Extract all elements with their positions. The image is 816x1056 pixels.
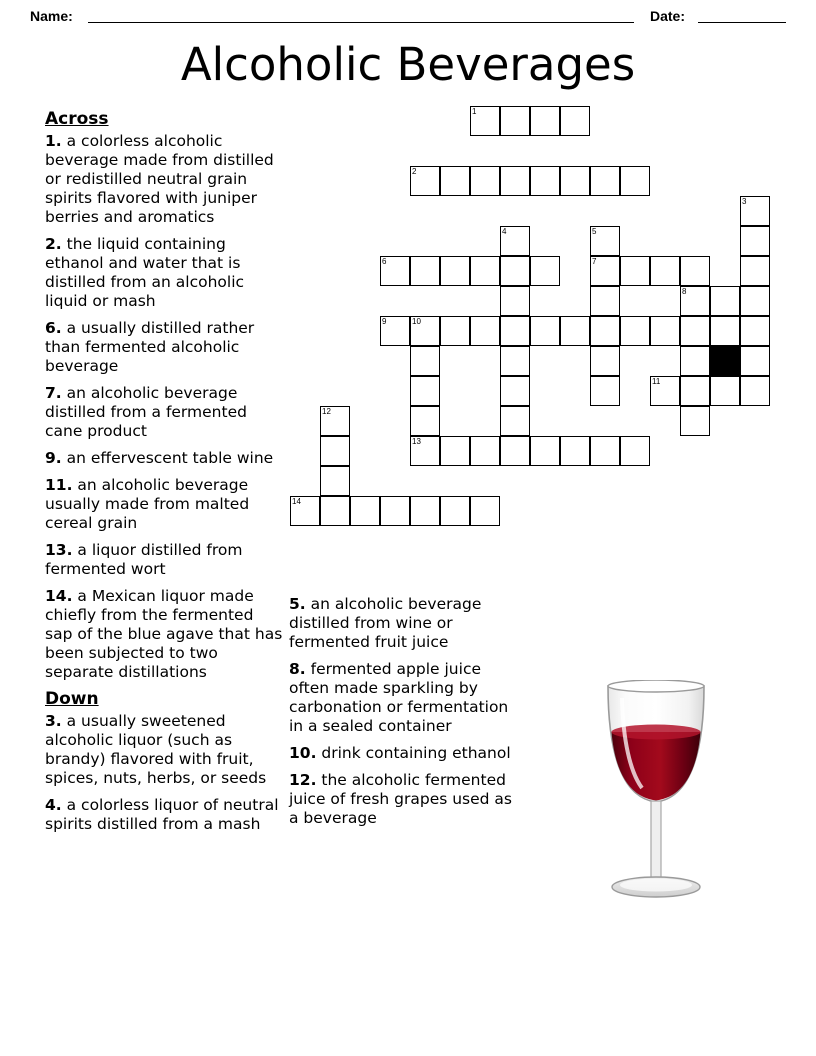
clue-number: 12. [289, 771, 317, 789]
grid-cell[interactable] [590, 316, 620, 346]
grid-cell-number: 14 [292, 497, 301, 506]
clue-number: 5. [289, 595, 306, 613]
grid-cell[interactable] [440, 256, 470, 286]
header-row [30, 6, 786, 28]
grid-cell[interactable] [320, 466, 350, 496]
grid-cell[interactable] [530, 316, 560, 346]
clue-text: fermented apple juice often made sparkling by carbonation or fermentation in a sealed container [289, 660, 509, 735]
clue-text: a colorless liquor of neutral spirits distilled from a mash [45, 796, 279, 833]
grid-cell[interactable] [470, 166, 500, 196]
grid-cell[interactable] [500, 106, 530, 136]
clue-text: a usually distilled rather than fermented alcoholic beverage [45, 319, 255, 375]
clue-number: 9. [45, 449, 62, 467]
clue-text: an alcoholic beverage distilled from wine or fermented fruit juice [289, 595, 482, 651]
clue-text: the alcoholic fermented juice of fresh grapes used as a beverage [289, 771, 513, 827]
grid-cell[interactable] [740, 346, 770, 376]
grid-cell[interactable] [470, 316, 500, 346]
clue-across-13 [45, 541, 285, 579]
clue-text: a liquor distilled from fermented wort [45, 541, 243, 578]
clue-text: a colorless alcoholic beverage made from distilled or redistilled neutral grain spirits flavored with juniper berries and aromatics [45, 132, 274, 226]
clue-down-5 [289, 595, 521, 652]
clue-down-4 [45, 796, 285, 834]
clue-number: 1. [45, 132, 62, 150]
grid-cell[interactable] [620, 166, 650, 196]
wine-glass-image [596, 680, 716, 920]
across-heading: Across [45, 109, 109, 129]
grid-cell[interactable] [500, 286, 530, 316]
clue-text: drink containing ethanol [321, 744, 511, 762]
grid-cell[interactable] [680, 256, 710, 286]
grid-cell[interactable] [410, 166, 440, 196]
grid-cell[interactable] [680, 286, 710, 316]
clue-across-1 [45, 132, 285, 227]
name-blank-line [88, 8, 634, 23]
grid-cell[interactable] [650, 316, 680, 346]
grid-cell[interactable] [680, 316, 710, 346]
grid-cell[interactable] [560, 166, 590, 196]
grid-cell[interactable] [350, 496, 380, 526]
clue-text: an effervescent table wine [66, 449, 274, 467]
grid-cell[interactable] [530, 256, 560, 286]
grid-cell[interactable] [530, 166, 560, 196]
grid-cell[interactable] [440, 316, 470, 346]
grid-cell[interactable] [710, 286, 740, 316]
grid-cell-number: 4 [502, 227, 507, 236]
grid-cell[interactable] [590, 166, 620, 196]
grid-cell[interactable] [410, 256, 440, 286]
page-title: Alcoholic Beverages [180, 38, 636, 91]
grid-cell[interactable] [710, 316, 740, 346]
grid-cell-number: 7 [592, 257, 597, 266]
glass-stem [651, 801, 661, 880]
grid-cell[interactable] [410, 436, 440, 466]
grid-cell-number: 13 [412, 437, 421, 446]
grid-cell[interactable] [650, 376, 680, 406]
grid-cell[interactable] [410, 406, 440, 436]
grid-cell[interactable] [320, 406, 350, 436]
crossword-grid[interactable] [290, 106, 780, 536]
grid-cell-number: 11 [652, 377, 661, 386]
grid-cell[interactable] [590, 256, 620, 286]
grid-cell[interactable] [740, 376, 770, 406]
name-label: Name: [30, 8, 73, 24]
grid-cell[interactable] [320, 436, 350, 466]
clue-across-7 [45, 384, 285, 441]
grid-cell[interactable] [500, 436, 530, 466]
grid-cell[interactable] [590, 286, 620, 316]
clue-down-10 [289, 744, 521, 763]
clue-across-6 [45, 319, 285, 376]
date-label: Date: [650, 8, 686, 24]
grid-cell[interactable] [740, 316, 770, 346]
grid-cell-number: 2 [412, 167, 417, 176]
clue-text: a usually sweetened alcoholic liquor (such as brandy) flavored with fruit, spices, nuts, herbs, or seeds [45, 712, 267, 787]
grid-cell[interactable] [680, 406, 710, 436]
clue-number: 14. [45, 587, 73, 605]
clue-down-12 [289, 771, 521, 828]
grid-cell[interactable] [620, 256, 650, 286]
clue-across-11 [45, 476, 285, 533]
grid-cell[interactable] [650, 256, 680, 286]
grid-cell[interactable] [590, 376, 620, 406]
grid-cell[interactable] [560, 106, 590, 136]
grid-cell[interactable] [740, 196, 770, 226]
clue-number: 4. [45, 796, 62, 814]
clue-number: 2. [45, 235, 62, 253]
grid-cell-number: 1 [472, 107, 477, 116]
grid-cell[interactable] [500, 166, 530, 196]
glass-rim [608, 680, 704, 692]
grid-cell[interactable] [410, 316, 440, 346]
clue-number: 10. [289, 744, 317, 762]
grid-cell[interactable] [560, 316, 590, 346]
grid-cell[interactable] [470, 436, 500, 466]
clue-down-3 [45, 712, 285, 788]
grid-cell[interactable] [380, 496, 410, 526]
clue-number: 3. [45, 712, 62, 730]
grid-cell-number: 8 [682, 287, 687, 296]
clue-number: 13. [45, 541, 73, 559]
grid-cell[interactable] [530, 436, 560, 466]
date-blank-line [698, 8, 786, 23]
clue-across-2 [45, 235, 285, 311]
clue-number: 6. [45, 319, 62, 337]
down-heading: Down [45, 689, 99, 709]
grid-cell[interactable] [620, 316, 650, 346]
grid-cell[interactable] [440, 496, 470, 526]
grid-cell-number: 10 [412, 317, 421, 326]
grid-cell[interactable] [500, 406, 530, 436]
clue-number: 7. [45, 384, 62, 402]
clues-column-left [45, 110, 285, 842]
grid-cell[interactable] [590, 346, 620, 376]
grid-cell[interactable] [500, 226, 530, 256]
grid-cell[interactable] [680, 376, 710, 406]
clue-down-8 [289, 660, 521, 736]
clues-column-right [289, 595, 521, 836]
grid-cell[interactable] [680, 346, 710, 376]
grid-cell[interactable] [470, 106, 500, 136]
grid-cell[interactable] [590, 436, 620, 466]
glass-base-highlight [620, 879, 692, 892]
grid-cell[interactable] [470, 496, 500, 526]
grid-cell-blocked [710, 346, 740, 376]
grid-cell[interactable] [530, 106, 560, 136]
grid-cell[interactable] [380, 256, 410, 286]
grid-cell[interactable] [500, 376, 530, 406]
grid-cell[interactable] [620, 436, 650, 466]
grid-cell[interactable] [290, 496, 320, 526]
grid-cell[interactable] [740, 226, 770, 256]
grid-cell[interactable] [410, 496, 440, 526]
clue-text: a Mexican liquor made chiefly from the fermented sap of the blue agave that has been subjected to two separate distillations [45, 587, 283, 681]
grid-cell[interactable] [710, 376, 740, 406]
grid-cell[interactable] [500, 316, 530, 346]
grid-cell[interactable] [740, 256, 770, 286]
grid-cell[interactable] [560, 436, 590, 466]
clue-across-9 [45, 449, 285, 468]
grid-cell-number: 6 [382, 257, 387, 266]
grid-cell[interactable] [470, 256, 500, 286]
grid-cell-number: 9 [382, 317, 387, 326]
grid-cell[interactable] [590, 226, 620, 256]
grid-cell-number: 5 [592, 227, 597, 236]
grid-cell[interactable] [320, 496, 350, 526]
clue-text: the liquid containing ethanol and water that is distilled from an alcoholic liquid or mash [45, 235, 245, 310]
clue-text: an alcoholic beverage distilled from a fermented cane product [45, 384, 247, 440]
clue-across-14 [45, 587, 285, 682]
grid-cell[interactable] [440, 436, 470, 466]
clue-number: 8. [289, 660, 306, 678]
grid-cell[interactable] [500, 346, 530, 376]
grid-cell-number: 3 [742, 197, 747, 206]
grid-cell[interactable] [380, 316, 410, 346]
clue-number: 11. [45, 476, 73, 494]
grid-cell-number: 12 [322, 407, 331, 416]
grid-cell[interactable] [410, 376, 440, 406]
clue-text: an alcoholic beverage usually made from malted cereal grain [45, 476, 250, 532]
grid-cell[interactable] [500, 256, 530, 286]
grid-cell[interactable] [440, 166, 470, 196]
grid-cell[interactable] [410, 346, 440, 376]
grid-cell[interactable] [740, 286, 770, 316]
